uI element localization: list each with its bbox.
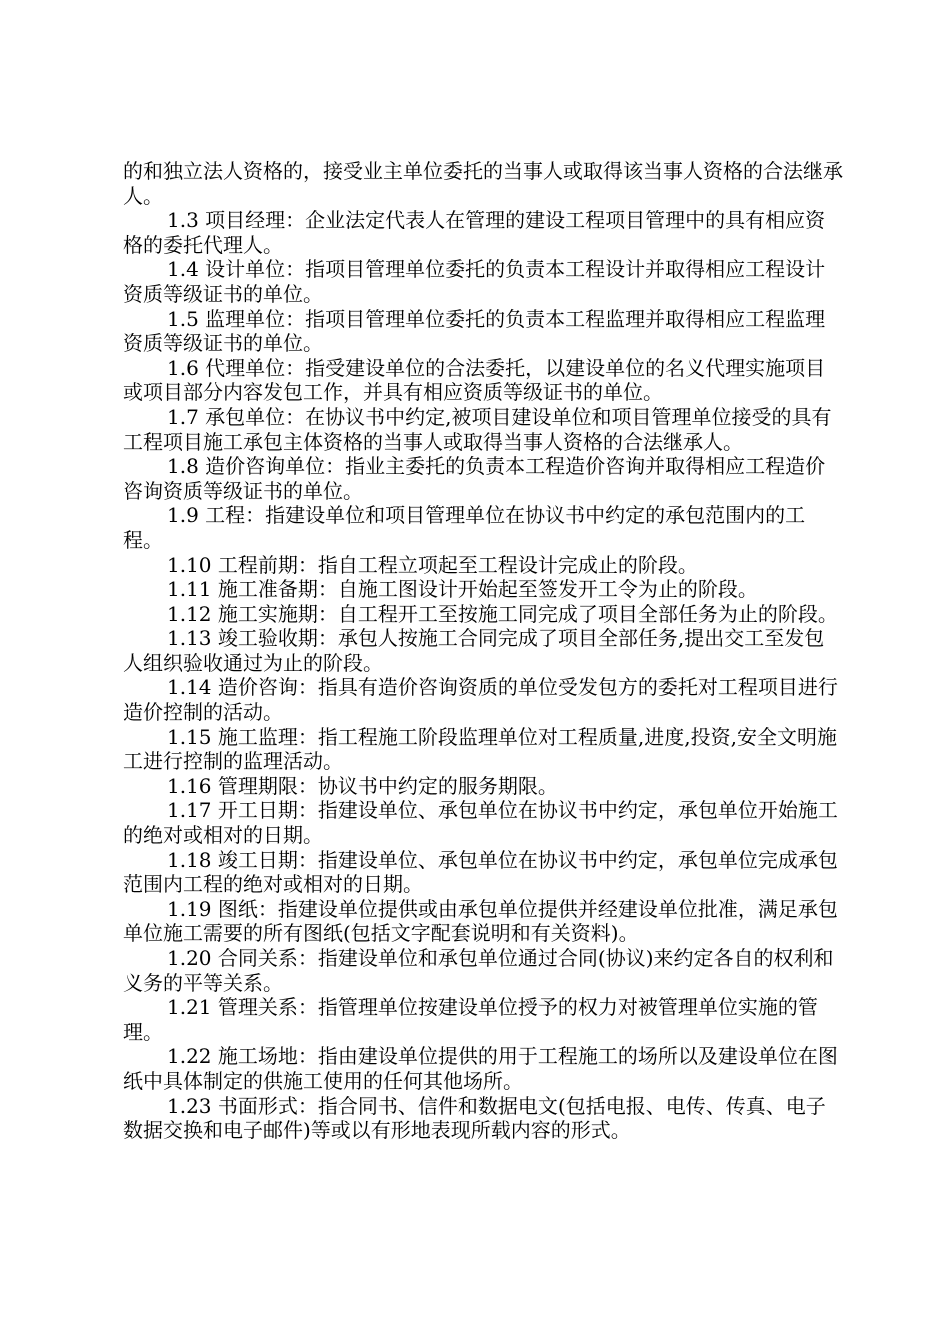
definition-1-4: 1.4 设计单位：指项目管理单位委托的负责本工程设计并取得相应工程设计资质等级证书的单位。 xyxy=(123,257,826,306)
definition-1-19: 1.19 图纸：指建设单位提供或由承包单位提供并经建设单位批准，满足承包单位施工需要的所有图纸(包括文字配套说明和有关资料)。 xyxy=(123,896,838,946)
definition-1-20: 1.20 合同关系：指建设单位和承包单位通过合同(协议)来约定各自的权利和义务的平等关系。 xyxy=(123,946,834,995)
definition-1-14: 1.14 造价咨询：指具有造价咨询资质的单位受发包方的委托对工程项目进行造价控制的活动。 xyxy=(123,675,838,725)
paragraph-continuation: 的和独立法人资格的，接受业主单位委托的当事人或取得该当事人资格的合法继承人。 xyxy=(123,159,843,208)
definition-1-5: 1.5 监理单位：指项目管理单位委托的负责本工程监理并取得相应工程监理资质等级证书的单位。 xyxy=(123,306,826,356)
definition-1-6: 1.6 代理单位：指受建设单位的合法委托，以建设单位的名义代理实施项目或项目部分内容发包工作，并具有相应资质等级证书的单位。 xyxy=(123,355,826,405)
definition-1-23: 1.23 书面形式：指合同书、信件和数据电文(包括电报、电传、传真、电子数据交换和电子邮件)等或以有形地表现所载内容的形式。 xyxy=(123,1093,826,1143)
definition-1-18: 1.18 竣工日期：指建设单位、承包单位在协议书中约定，承包单位完成承包范围内工程的绝对或相对的日期。 xyxy=(123,847,838,897)
definition-1-11: 1.11 施工准备期：自施工图设计开始起至签发开工令为止的阶段。 xyxy=(167,577,758,602)
definition-1-16: 1.16 管理期限：协议书中约定的服务期限。 xyxy=(167,773,558,798)
definition-1-12: 1.12 施工实施期：自工程开工至按施工同完成了项目全部任务为止的阶段。 xyxy=(167,601,838,626)
definition-1-22: 1.22 施工场地：指由建设单位提供的用于工程施工的场所以及建设单位在图纸中具体制定的供施工使用的任何其他场所。 xyxy=(123,1044,838,1093)
definition-1-13: 1.13 竣工验收期：承包人按施工合同完成了项目全部任务,提出交工至发包人组织验收通过为止的阶段。 xyxy=(123,626,825,675)
definition-1-8: 1.8 造价咨询单位：指业主委托的负责本工程造价咨询并取得相应工程造价咨询资质等级证书的单位。 xyxy=(123,454,826,503)
document-body xyxy=(123,159,843,1143)
definition-1-17: 1.17 开工日期：指建设单位、承包单位在协议书中约定，承包单位开始施工的绝对或相对的日期。 xyxy=(123,798,838,848)
definition-1-21: 1.21 管理关系：指管理单位按建设单位授予的权力对被管理单位实施的管理。 xyxy=(123,995,818,1044)
definition-1-15: 1.15 施工监理：指工程施工阶段监理单位对工程质量,进度,投资,安全文明施工进行控制的监理活动。 xyxy=(123,724,837,774)
definition-1-3: 1.3 项目经理：企业法定代表人在管理的建设工程项目管理中的具有相应资格的委托代理人。 xyxy=(123,208,826,257)
definition-1-9: 1.9 工程：指建设单位和项目管理单位在协议书中约定的承包范围内的工程。 xyxy=(123,503,806,552)
definition-1-7: 1.7 承包单位：在协议书中约定,被项目建设单位和项目管理单位接受的具有工程项目施工承包主体资格的当事人或取得当事人资格的合法继承人。 xyxy=(123,404,832,454)
definition-1-10: 1.10 工程前期：指自工程立项起至工程设计完成止的阶段。 xyxy=(167,552,698,577)
